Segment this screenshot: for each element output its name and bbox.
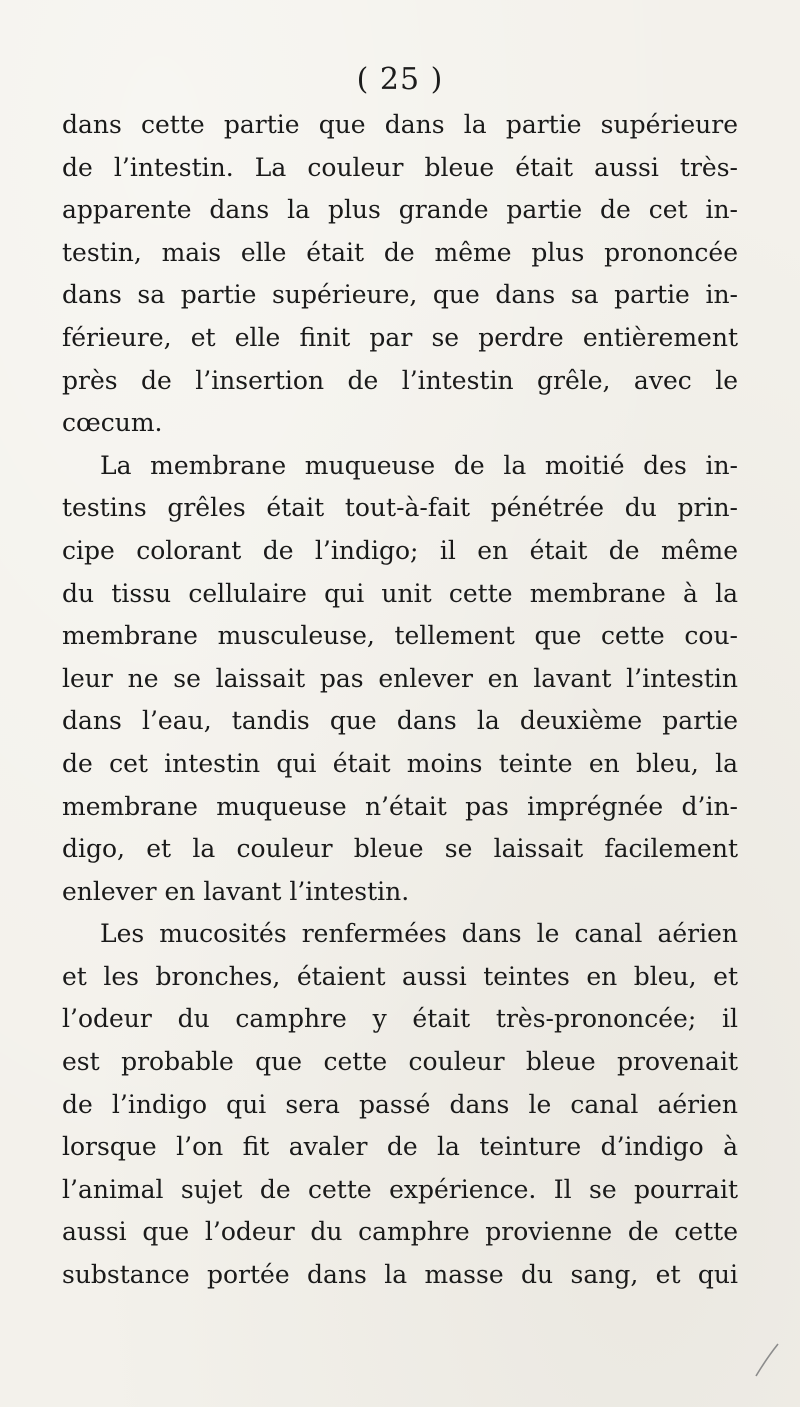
text-line: de l’indigo qui sera passé dans le canal aérien (62, 1089, 738, 1119)
page-number: ( 25 ) (356, 62, 444, 97)
text-line: apparente dans la plus grande partie de cet in- (62, 195, 738, 225)
text-line: cipe colorant de l’indigo; il en était de même (62, 535, 738, 565)
text-line: du tissu cellulaire qui unit cette membrane à la (62, 578, 738, 608)
body-text (62, 104, 738, 1297)
text-line: cœcum. (62, 408, 163, 438)
text-line: dans sa partie supérieure, que dans sa partie in- (62, 280, 738, 310)
text-line: l’odeur du camphre y était très-prononcée; il (62, 1004, 738, 1034)
text-line: Les mucosités renfermées dans le canal aérien (100, 919, 738, 949)
text-line: l’animal sujet de cette expérience. Il se pourrait (62, 1174, 738, 1204)
text-line: près de l’insertion de l’intestin grêle, avec le (62, 365, 738, 395)
text-line: dans cette partie que dans la partie supérieure (62, 110, 738, 139)
text-line: membrane muqueuse n’était pas imprégnée d’in- (62, 791, 738, 821)
text-line: dans l’eau, tandis que dans la deuxième partie (62, 706, 738, 736)
paragraph-2 (62, 445, 738, 914)
text-line: digo, et la couleur bleue se laissait facilement (62, 834, 738, 864)
text-line: substance portée dans la masse du sang, et qui (62, 1260, 738, 1290)
text-line: férieure, et elle finit par se perdre entièrement (62, 322, 738, 352)
text-line: lorsque l’on fit avaler de la teinture d’indigo à (62, 1132, 738, 1162)
paragraph-3 (62, 913, 738, 1296)
text-line: testins grêles était tout-à-fait pénétrée du prin- (62, 493, 738, 523)
text-line: leur ne se laissait pas enlever en lavant l’intestin (62, 663, 738, 693)
text-line: de l’intestin. La couleur bleue était aussi très- (62, 152, 738, 182)
text-line: testin, mais elle était de même plus prononcée (62, 237, 738, 267)
text-line: aussi que l’odeur du camphre provienne de cette (62, 1217, 738, 1247)
paper-mark (752, 1340, 782, 1390)
paragraph-1 (62, 104, 738, 445)
text-line: membrane musculeuse, tellement que cette cou- (62, 621, 738, 651)
text-line: La membrane muqueuse de la moitié des in- (100, 450, 738, 480)
text-line: enlever en lavant l’intestin. (62, 876, 410, 906)
pen-stroke-mark (752, 1340, 782, 1380)
text-line: de cet intestin qui était moins teinte en bleu, la (62, 748, 738, 778)
text-line: est probable que cette couleur bleue provenait (62, 1047, 738, 1077)
text-line: et les bronches, étaient aussi teintes en bleu, et (62, 961, 738, 991)
